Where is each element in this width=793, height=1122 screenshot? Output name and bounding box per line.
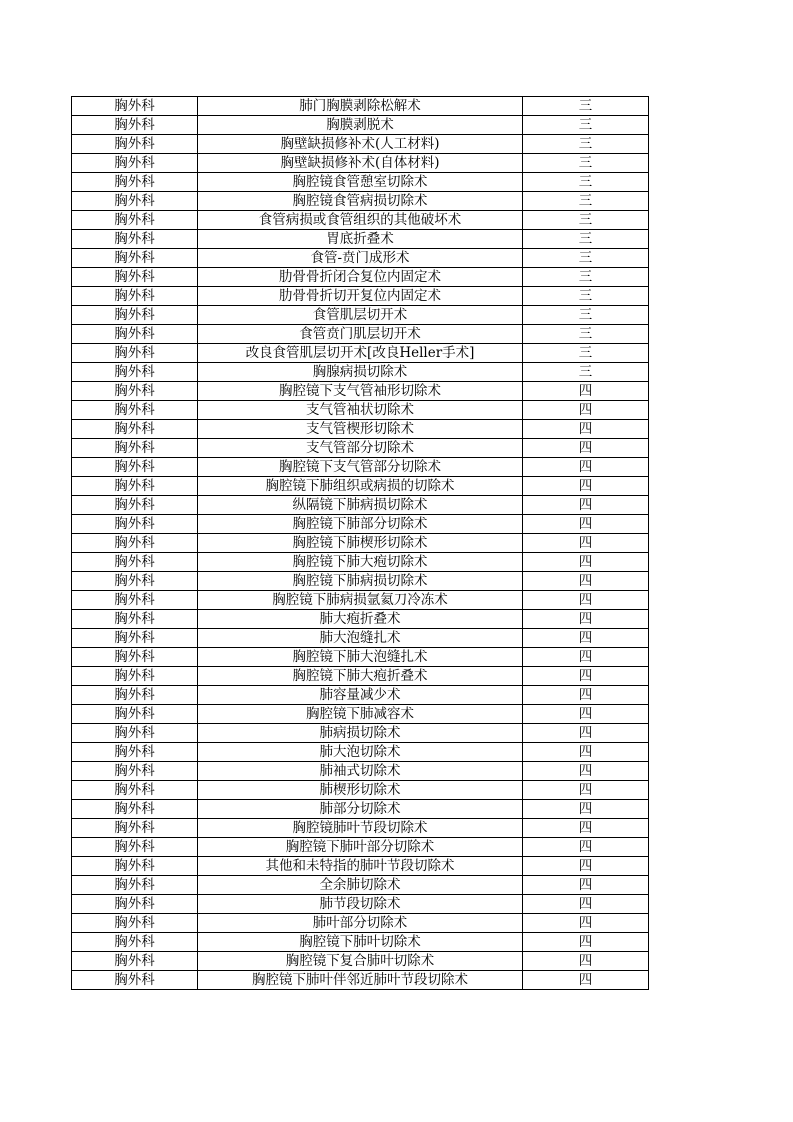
department-cell: 胸外科	[72, 306, 198, 325]
table-row	[72, 97, 649, 116]
department-cell: 胸外科	[72, 496, 198, 515]
department-cell: 胸外科	[72, 762, 198, 781]
surgery-level-cell: 三	[523, 230, 649, 249]
table-row	[72, 781, 649, 800]
table-row	[72, 268, 649, 287]
table-row	[72, 458, 649, 477]
procedure-name-cell: 肺门胸膜剥除松解术	[198, 97, 523, 116]
table-row	[72, 591, 649, 610]
procedure-name-cell: 肺大泡切除术	[198, 743, 523, 762]
department-cell: 胸外科	[72, 401, 198, 420]
surgery-level-cell: 三	[523, 249, 649, 268]
surgery-level-cell: 四	[523, 667, 649, 686]
surgery-level-cell: 三	[523, 268, 649, 287]
procedure-name-cell: 胸腔镜肺叶节段切除术	[198, 819, 523, 838]
procedure-name-cell: 食管病损或食管组织的其他破坏术	[198, 211, 523, 230]
table-row	[72, 154, 649, 173]
table-row	[72, 971, 649, 990]
procedure-name-cell: 胸腔镜下肺病损切除术	[198, 572, 523, 591]
procedure-name-cell: 肺袖式切除术	[198, 762, 523, 781]
department-cell: 胸外科	[72, 154, 198, 173]
table-row	[72, 363, 649, 382]
department-cell: 胸外科	[72, 173, 198, 192]
procedure-name-cell: 胸腔镜下肺叶部分切除术	[198, 838, 523, 857]
department-cell: 胸外科	[72, 705, 198, 724]
surgery-level-cell: 四	[523, 952, 649, 971]
surgery-level-cell: 四	[523, 838, 649, 857]
procedure-name-cell: 肺楔形切除术	[198, 781, 523, 800]
table-row	[72, 952, 649, 971]
surgery-level-cell: 四	[523, 857, 649, 876]
procedure-name-cell: 肺容量减少术	[198, 686, 523, 705]
table-row	[72, 743, 649, 762]
procedure-name-cell: 胸腺病损切除术	[198, 363, 523, 382]
department-cell: 胸外科	[72, 534, 198, 553]
table-row	[72, 724, 649, 743]
surgery-level-cell: 四	[523, 724, 649, 743]
table-row	[72, 382, 649, 401]
table-row	[72, 211, 649, 230]
surgery-level-cell: 三	[523, 97, 649, 116]
procedure-name-cell: 肺节段切除术	[198, 895, 523, 914]
table-row	[72, 857, 649, 876]
department-cell: 胸外科	[72, 287, 198, 306]
surgery-level-cell: 三	[523, 135, 649, 154]
surgery-level-cell: 四	[523, 933, 649, 952]
surgery-level-cell: 四	[523, 819, 649, 838]
procedure-name-cell: 其他和未特指的肺叶节段切除术	[198, 857, 523, 876]
table-row	[72, 534, 649, 553]
surgery-level-cell: 四	[523, 895, 649, 914]
department-cell: 胸外科	[72, 249, 198, 268]
surgery-level-cell: 四	[523, 553, 649, 572]
table-row	[72, 762, 649, 781]
table-row	[72, 648, 649, 667]
surgery-level-cell: 四	[523, 382, 649, 401]
department-cell: 胸外科	[72, 363, 198, 382]
department-cell: 胸外科	[72, 724, 198, 743]
table-row	[72, 629, 649, 648]
procedure-name-cell: 胸腔镜下肺叶伴邻近肺叶节段切除术	[198, 971, 523, 990]
surgery-level-cell: 四	[523, 648, 649, 667]
department-cell: 胸外科	[72, 439, 198, 458]
surgery-level-cell: 三	[523, 363, 649, 382]
procedure-name-cell: 胸腔镜食管病损切除术	[198, 192, 523, 211]
table-row	[72, 135, 649, 154]
table-row	[72, 116, 649, 135]
table-row	[72, 705, 649, 724]
surgery-level-cell: 四	[523, 610, 649, 629]
surgery-level-cell: 四	[523, 876, 649, 895]
surgery-level-cell: 四	[523, 477, 649, 496]
department-cell: 胸外科	[72, 211, 198, 230]
procedure-name-cell: 胸腔镜下肺大泡缝扎术	[198, 648, 523, 667]
procedure-name-cell: 食管肌层切开术	[198, 306, 523, 325]
procedure-name-cell: 全余肺切除术	[198, 876, 523, 895]
procedure-name-cell: 支气管袖状切除术	[198, 401, 523, 420]
table-row	[72, 610, 649, 629]
procedure-name-cell: 胸腔镜下肺组织或病损的切除术	[198, 477, 523, 496]
table-row	[72, 439, 649, 458]
department-cell: 胸外科	[72, 971, 198, 990]
procedure-name-cell: 改良食管肌层切开术[改良Heller手术]	[198, 344, 523, 363]
procedure-name-cell: 支气管部分切除术	[198, 439, 523, 458]
department-cell: 胸外科	[72, 819, 198, 838]
department-cell: 胸外科	[72, 572, 198, 591]
surgery-level-cell: 三	[523, 116, 649, 135]
department-cell: 胸外科	[72, 876, 198, 895]
table-row	[72, 819, 649, 838]
department-cell: 胸外科	[72, 591, 198, 610]
surgery-level-cell: 四	[523, 971, 649, 990]
table-row	[72, 553, 649, 572]
procedure-name-cell: 纵隔镜下肺病损切除术	[198, 496, 523, 515]
table-row	[72, 477, 649, 496]
table-row	[72, 230, 649, 249]
department-cell: 胸外科	[72, 857, 198, 876]
procedure-name-cell: 支气管楔形切除术	[198, 420, 523, 439]
surgery-level-cell: 四	[523, 439, 649, 458]
surgery-level-cell: 三	[523, 287, 649, 306]
department-cell: 胸外科	[72, 230, 198, 249]
surgery-level-cell: 四	[523, 686, 649, 705]
table-row	[72, 420, 649, 439]
department-cell: 胸外科	[72, 135, 198, 154]
department-cell: 胸外科	[72, 116, 198, 135]
table-row	[72, 344, 649, 363]
surgery-level-cell: 四	[523, 762, 649, 781]
procedure-name-cell: 胸腔镜下肺减容术	[198, 705, 523, 724]
procedure-name-cell: 胸腔镜下肺大疱折叠术	[198, 667, 523, 686]
department-cell: 胸外科	[72, 629, 198, 648]
department-cell: 胸外科	[72, 648, 198, 667]
department-cell: 胸外科	[72, 781, 198, 800]
department-cell: 胸外科	[72, 97, 198, 116]
surgery-level-cell: 四	[523, 401, 649, 420]
department-cell: 胸外科	[72, 914, 198, 933]
procedure-name-cell: 胸腔镜下复合肺叶切除术	[198, 952, 523, 971]
procedure-name-cell: 胸腔镜下肺大疱切除术	[198, 553, 523, 572]
surgery-level-cell: 三	[523, 325, 649, 344]
surgery-level-cell: 四	[523, 629, 649, 648]
surgery-level-cell: 三	[523, 154, 649, 173]
department-cell: 胸外科	[72, 553, 198, 572]
surgery-level-cell: 四	[523, 800, 649, 819]
department-cell: 胸外科	[72, 477, 198, 496]
procedure-name-cell: 肺大疱折叠术	[198, 610, 523, 629]
procedure-name-cell: 肋骨骨折闭合复位内固定术	[198, 268, 523, 287]
surgery-level-cell: 四	[523, 496, 649, 515]
procedure-name-cell: 肺叶部分切除术	[198, 914, 523, 933]
procedure-name-cell: 胃底折叠术	[198, 230, 523, 249]
department-cell: 胸外科	[72, 458, 198, 477]
department-cell: 胸外科	[72, 268, 198, 287]
department-cell: 胸外科	[72, 420, 198, 439]
table-row	[72, 800, 649, 819]
procedure-name-cell: 食管贲门肌层切开术	[198, 325, 523, 344]
table-row	[72, 895, 649, 914]
department-cell: 胸外科	[72, 344, 198, 363]
table-row	[72, 287, 649, 306]
surgery-level-cell: 四	[523, 572, 649, 591]
procedure-name-cell: 肋骨骨折切开复位内固定术	[198, 287, 523, 306]
table-row	[72, 686, 649, 705]
procedure-name-cell: 肺病损切除术	[198, 724, 523, 743]
table-row	[72, 173, 649, 192]
surgery-level-cell: 四	[523, 515, 649, 534]
surgery-level-cell: 四	[523, 420, 649, 439]
table-row	[72, 515, 649, 534]
surgery-level-cell: 四	[523, 914, 649, 933]
table-row	[72, 192, 649, 211]
surgery-level-cell: 三	[523, 192, 649, 211]
table-row	[72, 667, 649, 686]
procedure-name-cell: 胸腔镜下肺部分切除术	[198, 515, 523, 534]
surgery-level-cell: 三	[523, 211, 649, 230]
procedure-name-cell: 胸腔镜下肺叶切除术	[198, 933, 523, 952]
table-row	[72, 306, 649, 325]
procedure-name-cell: 胸壁缺损修补术(人工材料)	[198, 135, 523, 154]
procedure-table-body	[72, 97, 649, 990]
surgery-level-cell: 四	[523, 458, 649, 477]
department-cell: 胸外科	[72, 933, 198, 952]
procedure-name-cell: 胸壁缺损修补术(自体材料)	[198, 154, 523, 173]
table-row	[72, 249, 649, 268]
table-row	[72, 876, 649, 895]
surgery-level-cell: 三	[523, 344, 649, 363]
table-row	[72, 914, 649, 933]
table-row	[72, 325, 649, 344]
department-cell: 胸外科	[72, 743, 198, 762]
department-cell: 胸外科	[72, 325, 198, 344]
procedure-table	[71, 96, 649, 990]
table-row	[72, 572, 649, 591]
procedure-name-cell: 胸腔镜下肺楔形切除术	[198, 534, 523, 553]
table-row	[72, 401, 649, 420]
procedure-name-cell: 肺部分切除术	[198, 800, 523, 819]
procedure-name-cell: 食管-贲门成形术	[198, 249, 523, 268]
department-cell: 胸外科	[72, 895, 198, 914]
department-cell: 胸外科	[72, 192, 198, 211]
surgery-level-cell: 三	[523, 306, 649, 325]
surgery-level-cell: 四	[523, 781, 649, 800]
surgery-level-cell: 三	[523, 173, 649, 192]
procedure-name-cell: 胸腔镜下支气管袖形切除术	[198, 382, 523, 401]
procedure-name-cell: 胸膜剥脱术	[198, 116, 523, 135]
department-cell: 胸外科	[72, 515, 198, 534]
department-cell: 胸外科	[72, 610, 198, 629]
department-cell: 胸外科	[72, 952, 198, 971]
procedure-name-cell: 胸腔镜下肺病损氩氦刀冷冻术	[198, 591, 523, 610]
procedure-name-cell: 胸腔镜食管憩室切除术	[198, 173, 523, 192]
surgery-level-cell: 四	[523, 705, 649, 724]
department-cell: 胸外科	[72, 382, 198, 401]
table-row	[72, 933, 649, 952]
surgery-level-cell: 四	[523, 743, 649, 762]
surgery-level-cell: 四	[523, 534, 649, 553]
department-cell: 胸外科	[72, 838, 198, 857]
table-row	[72, 496, 649, 515]
department-cell: 胸外科	[72, 800, 198, 819]
procedure-name-cell: 胸腔镜下支气管部分切除术	[198, 458, 523, 477]
surgery-level-cell: 四	[523, 591, 649, 610]
department-cell: 胸外科	[72, 667, 198, 686]
table-row	[72, 838, 649, 857]
procedure-name-cell: 肺大泡缝扎术	[198, 629, 523, 648]
department-cell: 胸外科	[72, 686, 198, 705]
